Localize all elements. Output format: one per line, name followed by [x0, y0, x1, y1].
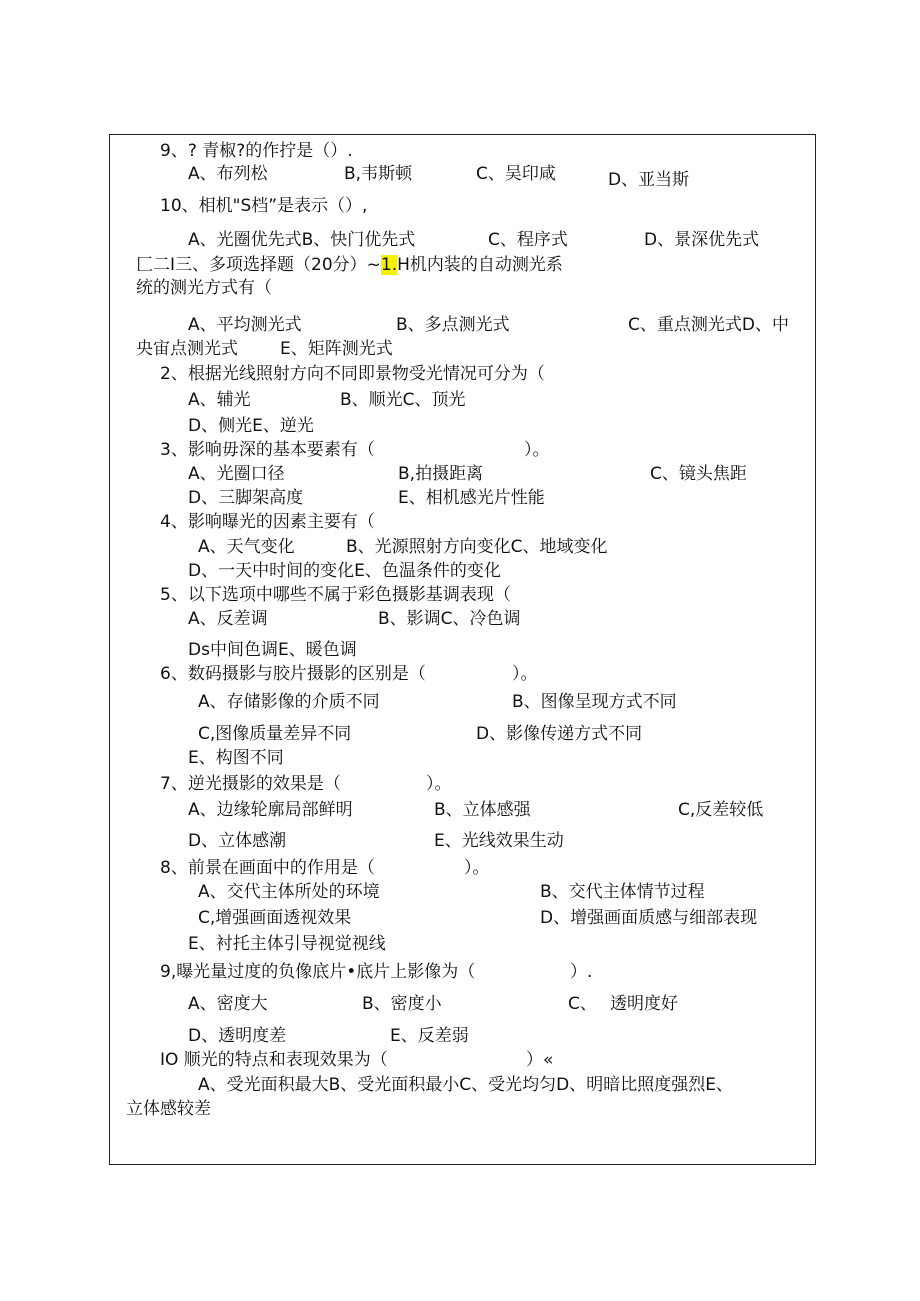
multi-q8-stem: 8、前景在画面中的作用是（ — [160, 858, 375, 878]
single-q9-stem: 9、? 青椒?的作拧是（）. — [160, 141, 353, 161]
multi-q1-option-a: A、平均测光式 — [188, 315, 302, 335]
single-q9-option-a: A、布列松 — [188, 164, 268, 184]
multi-q8-option-d: D、增强画面质感与细部表现 — [540, 908, 758, 928]
multi-q1-option-d-cont: 央宙点测光式 — [136, 339, 238, 359]
multi-q8-option-b: B、交代主体情节过程 — [540, 882, 705, 902]
multi-q3-option-e: E、相机感光片性能 — [398, 488, 545, 508]
multi-q9-stem: 9,曝光量过度的负像底片•底片上影像为（ — [160, 962, 476, 982]
single-q9-option-b: B,韦斯顿 — [344, 164, 413, 184]
multi-q3-option-d: D、三脚架高度 — [188, 488, 304, 508]
single-q10-option-ab: A、光圈优先式B、快门优先式 — [188, 230, 416, 250]
multi-q7-option-d: D、立体感潮 — [188, 831, 287, 851]
multi-q9-option-a: A、密度大 — [188, 994, 268, 1014]
multi-q6-option-a: A、存储影像的介质不同 — [198, 692, 380, 712]
multi-q4-option-a: A、天气变化 — [198, 537, 295, 557]
multi-q5-stem: 5、以下选项中哪些不属于彩色摄影基调表现（ — [160, 585, 511, 605]
multi-q5-option-de: Ds中间色调E、暖色调 — [188, 640, 357, 660]
multi-q8-close: ）。 — [464, 858, 490, 878]
single-q10-option-d: D、景深优先式 — [644, 230, 760, 250]
multi-q1-option-e: E、矩阵测光式 — [280, 339, 393, 359]
section-header-prefix: 匚二I三、多项选择题（20分）~ — [136, 255, 381, 275]
multi-q4-option-bc: B、光源照射方向变化C、地域变化 — [346, 537, 608, 557]
multi-q7-option-e: E、光线效果生动 — [434, 831, 564, 851]
multi-q7-stem: 7、逆光摄影的效果是（ — [160, 774, 341, 794]
multi-q3-stem: 3、影响毋深的基本要素有（ — [160, 440, 375, 460]
single-q10-option-c: C、程序式 — [488, 230, 568, 250]
single-q9-option-d: D、亚当斯 — [608, 170, 690, 190]
multi-q10-close: ）« — [526, 1050, 554, 1070]
multi-q6-close: ）。 — [512, 664, 538, 684]
multi-q9-option-c: C、 — [568, 994, 597, 1014]
multi-q2-stem: 2、根据光线照射方向不同即景物受光情况可分为（ — [160, 364, 545, 384]
multi-q6-option-d: D、影像传递方式不同 — [476, 724, 643, 744]
multi-q8-option-e: E、衬托主体引导视觉视线 — [188, 934, 386, 954]
multi-q6-option-c: C,图像质量差异不同 — [198, 724, 352, 744]
multi-q10-options-cont: 立体感较差 — [126, 1099, 211, 1119]
multi-q4-stem: 4、影响曝光的因素主要有（ — [160, 512, 375, 532]
multi-q7-close: ）。 — [426, 774, 452, 794]
highlighted-number: 1. — [380, 255, 398, 275]
multi-q1-stem: 统的测光方式有（ — [136, 278, 272, 298]
section-header — [136, 255, 563, 275]
multi-q6-option-b: B、图像呈现方式不同 — [512, 692, 677, 712]
multi-q8-option-a: A、交代主体所处的环境 — [198, 882, 380, 902]
multi-q7-option-c: C,反差较低 — [678, 800, 764, 820]
multi-q3-option-a: A、光圈口径 — [188, 464, 285, 484]
multi-q1-option-b: B、多点测光式 — [396, 315, 510, 335]
multi-q6-option-e: E、构图不同 — [188, 748, 284, 768]
multi-q5-option-a: A、反差调 — [188, 609, 268, 629]
multi-q2-option-bc: B、顺光C、顶光 — [340, 390, 466, 410]
multi-q4-option-de: D、一天中时间的变化E、色温条件的变化 — [188, 561, 501, 581]
single-q10-stem: 10、相机"S档”是表示（）, — [160, 196, 368, 216]
multi-q3-option-c: C、镜头焦距 — [650, 464, 747, 484]
multi-q7-option-b: B、立体感强 — [434, 800, 531, 820]
multi-q9-option-c-text: 透明度好 — [610, 994, 678, 1014]
multi-q10-options: A、受光面积最大B、受光面积最小C、受光均匀D、明暗比照度强烈E、 — [198, 1075, 733, 1095]
single-q9-option-c: C、吴印咸 — [476, 164, 556, 184]
multi-q9-option-b: B、密度小 — [362, 994, 442, 1014]
multi-q1-option-cd: C、重点测光式D、中 — [628, 315, 789, 335]
multi-q3-close: ）。 — [524, 440, 550, 460]
multi-q9-close: ）. — [570, 962, 593, 982]
multi-q2-option-de: D、侧光E、逆光 — [188, 416, 314, 436]
multi-q9-option-e: E、反差弱 — [390, 1026, 469, 1046]
multi-q10-stem: IO 顺光的特点和表现效果为（ — [160, 1050, 388, 1070]
multi-q9-option-d: D、透明度差 — [188, 1026, 287, 1046]
section-header-suffix: H机内装的自动测光系 — [397, 255, 563, 275]
multi-q6-stem: 6、数码摄影与胶片摄影的区别是（ — [160, 664, 426, 684]
multi-q8-option-c: C,增强画面透视效果 — [198, 908, 352, 928]
multi-q3-option-b: B,拍摄距离 — [398, 464, 484, 484]
multi-q5-option-bc: B、影调C、冷色调 — [378, 609, 521, 629]
multi-q7-option-a: A、边缘轮廓局部鲜明 — [188, 800, 353, 820]
multi-q2-option-a: A、辅光 — [188, 390, 251, 410]
